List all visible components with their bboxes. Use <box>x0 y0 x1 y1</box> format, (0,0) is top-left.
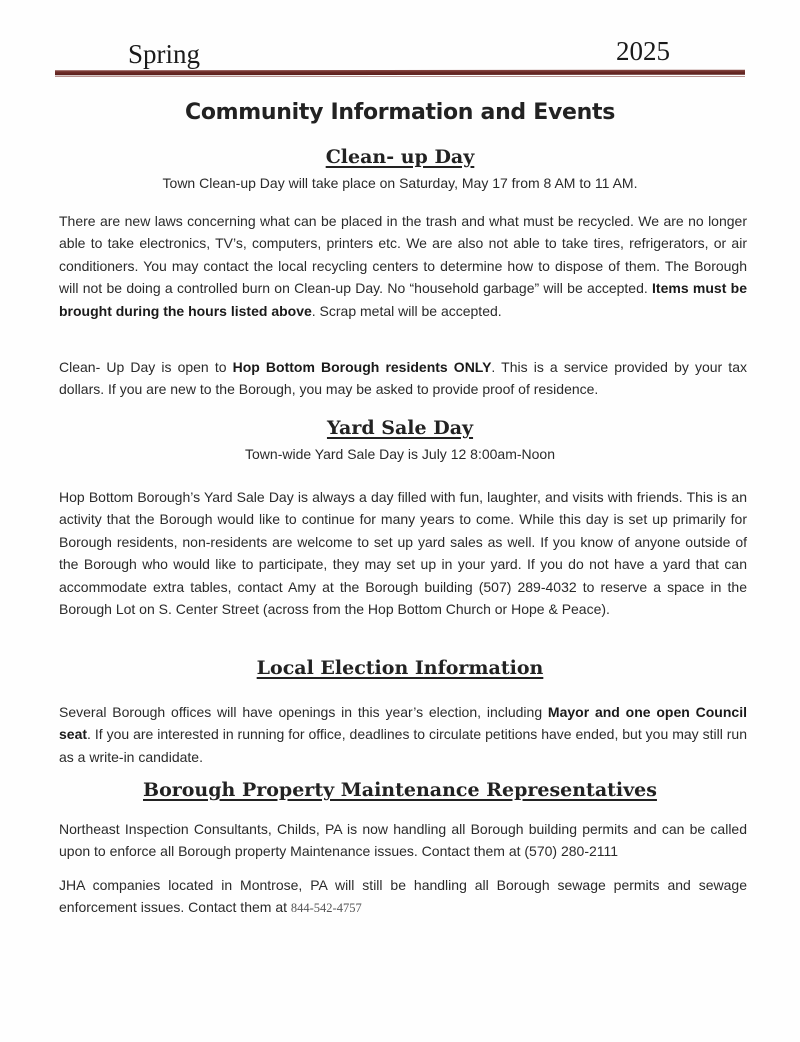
page-title: Community Information and Events <box>184 100 615 125</box>
election-heading-text: Local Election Information <box>256 657 544 679</box>
text-run: . Scrap metal will be accepted. <box>311 302 502 319</box>
cleanup-heading-text: Clean- up Day <box>325 146 475 168</box>
yard-sale-subtitle: Town-wide Yard Sale Day is July 12 8:00am-Noon <box>245 446 555 462</box>
header-divider <box>55 70 745 76</box>
cleanup-paragraph-rules <box>59 210 747 322</box>
emphasis-text: Items must be brought during the hours listed above <box>59 280 747 319</box>
yard-sale-paragraph: Hop Bottom Borough’s Yard Sale Day is always a day filled with fun, laughter, and visits with friends. This is an activity that the Borough would like to continue for many years to come. While this day is set up primarily for Borough residents, non-residents are welcome to set up yard sales as well. If you know of anyone outside of the Borough who would like to participate, they may set up in your yard. If you do not have a yard that can accommodate extra tables, contact Amy at the Borough building (507) 289-4032 to reserve a space in the Borough Lot on S. Center Street (across from the Hop Bottom Church or Hope & Peace). <box>59 489 747 618</box>
text-run: JHA companies located in Montrose, PA will still be handling all Borough sewage permits and sewage enforcement issues. Contact them at <box>59 877 747 916</box>
header-divider-shadow <box>55 76 745 77</box>
text-run: . If you are interested in running for office, deadlines to circulate petitions have ended, but you may still run as a write-in candidate. <box>59 726 747 765</box>
cleanup-subtitle: Town Clean-up Day will take place on Saturday, May 17 from 8 AM to 11 AM. <box>162 175 638 191</box>
text-run: Several Borough offices will have openings in this year’s election, including <box>59 704 548 720</box>
cleanup-paragraph-eligibility <box>59 356 747 401</box>
yard-sale-heading <box>0 417 800 440</box>
election-heading <box>0 657 800 680</box>
text-run: There are new laws concerning what can be placed in the trash and what must be recycled. We are no longer able to take electronics, TV’s, computers, printers etc. We are also not able to take tires, refrigerators, or air conditioners. You may contact the local recycling centers to determine how to dispose of them. The Borough will not be doing a controlled burn on Clean-up Day. No “household garbage” will be accepted. <box>59 213 747 297</box>
year-label: 2025 <box>616 36 670 66</box>
maintenance-heading <box>0 779 800 802</box>
maintenance-paragraph-sewage <box>59 874 747 920</box>
cleanup-heading <box>0 146 800 169</box>
election-paragraph <box>59 701 747 768</box>
text-run: . This is a service provided by your tax dollars. If you are new to the Borough, you may be asked to provide proof of residence. <box>59 359 747 398</box>
maintenance-heading-text: Borough Property Maintenance Representatives <box>143 779 657 801</box>
maintenance-paragraph-inspection: Northeast Inspection Consultants, Childs, PA is now handling all Borough building permits and can be called upon to enforce all Borough property Maintenance issues. Contact them at (570) 280-2111 <box>59 821 747 860</box>
emphasis-text: Hop Bottom Borough residents ONLY <box>232 359 492 375</box>
season-label: Spring <box>128 39 201 69</box>
phone-number: 844-542-4757 <box>290 901 362 916</box>
text-run: Clean- Up Day is open to <box>59 359 233 375</box>
emphasis-text: Mayor and one open Council seat <box>59 704 747 743</box>
yard-sale-heading-text: Yard Sale Day <box>326 417 474 439</box>
